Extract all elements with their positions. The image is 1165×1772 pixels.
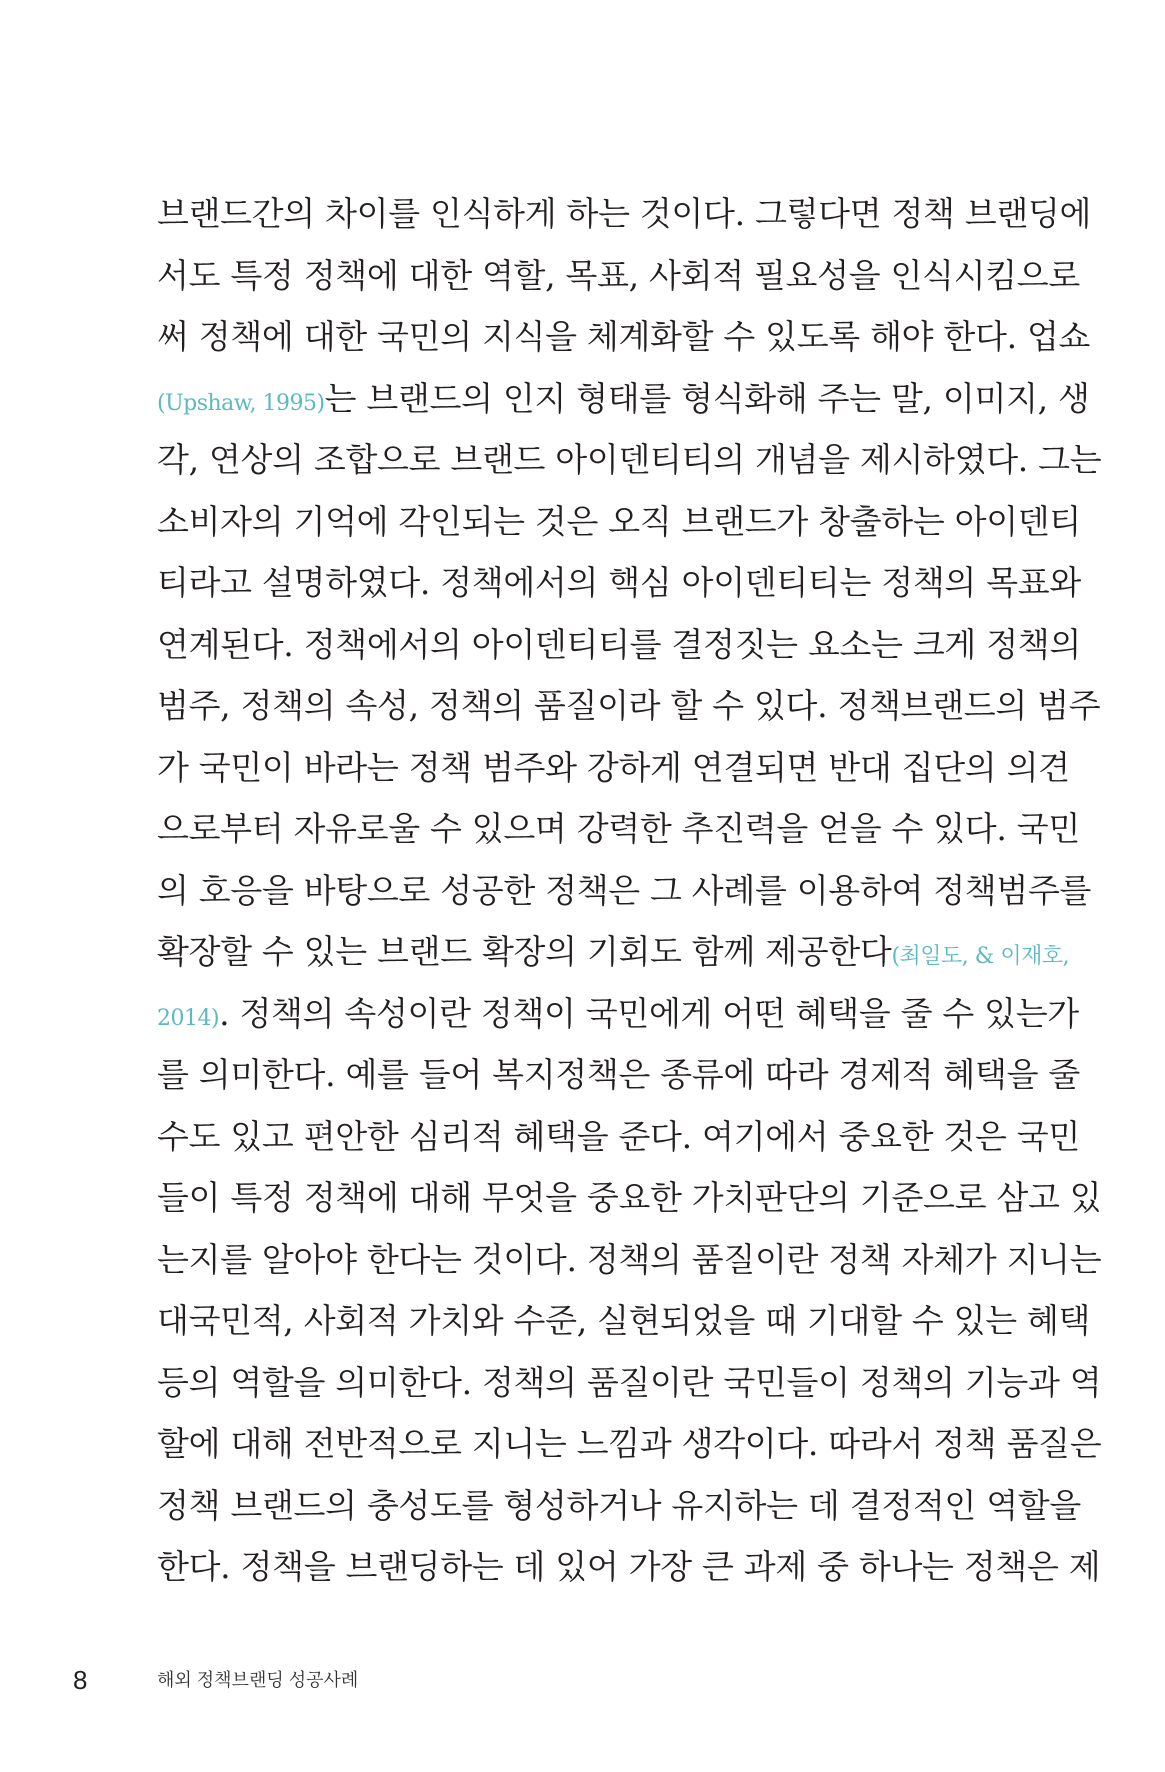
text-line: 는지를 알아야 한다는 것이다. 정책의 품질이란 정책 자체가 지니는: [157, 1239, 1102, 1279]
page-number: 8: [73, 1665, 88, 1695]
text-line: 들이 특정 정책에 대해 무엇을 중요한 가치판단의 기준으로 삼고 있: [157, 1178, 1102, 1217]
running-title: 해외 정책브랜딩 성공사례: [157, 1670, 359, 1690]
text-line: 써 정책에 대한 국민의 지식을 체계화할 수 있도록 해야 한다. 업쇼: [157, 317, 1091, 356]
text-line: 으로부터 자유로울 수 있으며 강력한 추진력을 얻을 수 있다. 국민: [157, 809, 1080, 848]
text-line: 한다. 정책을 브랜딩하는 데 있어 가장 큰 과제 중 하나는 정책은 제: [157, 1547, 1101, 1586]
body-text: [157, 183, 1102, 1598]
text-line: 연계된다. 정책에서의 아이덴티티를 결정짓는 요소는 크게 정책의: [157, 624, 1081, 664]
text-line: 서도 특정 정책에 대한 역할, 목표, 사회적 필요성을 인식시킴으로: [157, 255, 1080, 295]
text-line: 수도 있고 편안한 심리적 혜택을 준다. 여기에서 중요한 것은 국민: [157, 1116, 1080, 1156]
text-line: 각, 연상의 조합으로 브랜드 아이덴티티의 개념을 제시하였다. 그는: [157, 440, 1102, 479]
citation-choi-lee-year: 2014): [157, 1005, 220, 1031]
text-line: 소비자의 기억에 각인되는 것은 오직 브랜드가 창출하는 아이덴티: [157, 501, 1081, 541]
text-line: 할에 대해 전반적으로 지니는 느낌과 생각이다. 따라서 정책 품질은: [157, 1424, 1102, 1463]
text-line: 의 호응을 바탕으로 성공한 정책은 그 사례를 이용하여 정책범주를: [157, 870, 1092, 910]
text-line: 확장할 수 있는 브랜드 확장의 기회도 함께 제공한다(최일도, & 이재호,: [157, 932, 1070, 971]
text-line: 등의 역할을 의미한다. 정책의 품질이란 국민들이 정책의 기능과 역: [157, 1362, 1102, 1402]
text-line: 범주, 정책의 속성, 정책의 품질이라 할 수 있다. 정책브랜드의 범주: [157, 686, 1101, 725]
text-line: 티라고 설명하였다. 정책에서의 핵심 아이덴티티는 정책의 목표와: [157, 563, 1081, 602]
text-line: 대국민적, 사회적 가치와 수준, 실현되었을 때 기대할 수 있는 혜택: [157, 1301, 1091, 1340]
text-line: 를 의미한다. 예를 들어 복지정책은 종류에 따라 경제적 혜택을 줄: [157, 1055, 1080, 1094]
text-line: 2014). 정책의 속성이란 정책이 국민에게 어떤 혜택을 줄 수 있는가: [157, 993, 1079, 1033]
citation-upshaw: (Upshaw, 1995): [157, 390, 325, 416]
text-line: (Upshaw, 1995)는 브랜드의 인지 형태를 형식화해 주는 말, 이미지, 생: [157, 378, 1090, 418]
text-line: 가 국민이 바라는 정책 범주와 강하게 연결되면 반대 집단의 의견: [157, 747, 1070, 787]
text-line: 정책 브랜드의 충성도를 형성하거나 유지하는 데 결정적인 역할을: [157, 1485, 1081, 1525]
text-line: 브랜드간의 차이를 인식하게 하는 것이다. 그렇다면 정책 브랜딩에: [157, 194, 1092, 233]
page-footer: [0, 1660, 1165, 1700]
citation-choi-lee: (최일도, & 이재호,: [891, 944, 1070, 969]
